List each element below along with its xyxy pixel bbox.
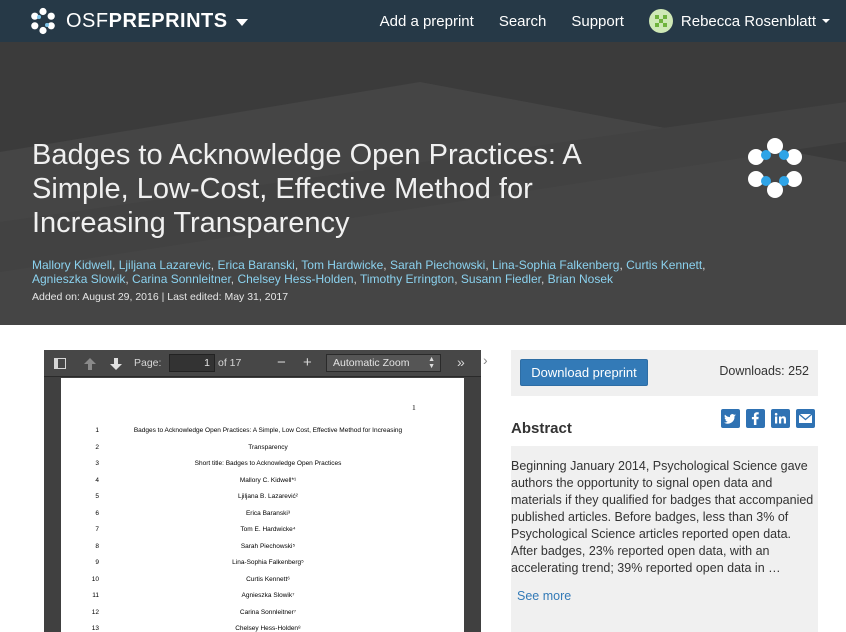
nav-search[interactable]: Search: [498, 12, 547, 30]
pdf-line-text: Agnieszka Slowik⁷: [241, 592, 295, 599]
pdf-line-text: Ljiljana B. Lazarević²: [238, 493, 298, 500]
avatar: [649, 9, 673, 33]
tools-menu-icon[interactable]: »: [457, 354, 465, 370]
pdf-line-number: 13: [91, 625, 99, 632]
page-number-input[interactable]: 1: [169, 354, 215, 372]
pdf-line-text: Tom E. Hardwicke⁴: [240, 526, 296, 533]
nav-links: [380, 0, 846, 42]
pdf-line: [61, 526, 464, 536]
see-more-link[interactable]: See more: [517, 589, 572, 603]
pdf-line-text: Lina-Sophia Falkenberg⁵: [232, 559, 304, 566]
sidebar-toggle-icon[interactable]: [54, 358, 66, 369]
zoom-select[interactable]: [326, 354, 441, 372]
chevron-right-icon[interactable]: ›: [483, 352, 488, 368]
pdf-line-text: Mallory C. Kidwell*¹: [239, 477, 297, 484]
pdf-line: [61, 609, 464, 619]
pdf-line-number: 2: [95, 444, 99, 451]
page-total: of 17: [218, 357, 242, 369]
author-link[interactable]: Brian Nosek: [547, 272, 614, 286]
pdf-line: [61, 576, 464, 586]
chevron-down-icon[interactable]: [236, 19, 248, 26]
author-link[interactable]: Lina-Sophia Falkenberg: [492, 258, 620, 272]
author-link[interactable]: Curtis Kennett: [626, 258, 703, 272]
pdf-line-text: Badges to Acknowledge Open Practices: A Simple, Low Cost, Effective Method for Increasing: [133, 427, 403, 434]
download-count: Downloads: 252: [719, 364, 809, 378]
pdf-line: [61, 592, 464, 602]
pdf-line-number: 9: [95, 559, 99, 566]
twitter-icon[interactable]: [721, 409, 740, 428]
pdf-line-text: Short title: Badges to Acknowledge Open Practices: [194, 460, 342, 467]
pdf-line: [61, 460, 464, 470]
pdf-page: [61, 378, 464, 632]
download-preprint-button[interactable]: Download preprint: [520, 359, 648, 386]
author-link[interactable]: Agnieszka Slowik: [32, 272, 126, 286]
osf-preprints-brand[interactable]: [28, 6, 248, 36]
abstract-heading: Abstract: [511, 420, 572, 437]
zoom-out-icon[interactable]: −: [277, 354, 286, 371]
pdf-line: [61, 477, 464, 487]
brand-osf-text: OSF: [66, 9, 109, 32]
pdf-line-number: 3: [95, 460, 99, 467]
author-link[interactable]: Timothy Errington: [359, 272, 455, 286]
author-link[interactable]: Mallory Kidwell: [32, 258, 113, 272]
author-link[interactable]: Ljiljana Lazarevic: [118, 258, 211, 272]
pdf-line: [61, 543, 464, 553]
pdf-line-number: 10: [91, 576, 99, 583]
zoom-in-icon[interactable]: +: [303, 354, 312, 371]
pdf-line: [61, 559, 464, 569]
user-name: Rebecca Rosenblatt: [680, 12, 816, 30]
nav-support[interactable]: Support: [571, 12, 624, 30]
brand-preprints-text: PREPRINTS: [108, 9, 228, 32]
pdf-line-number: 11: [92, 592, 99, 599]
user-menu[interactable]: [649, 9, 830, 33]
zoom-select-value: Automatic Zoom: [333, 357, 410, 369]
pdf-line-number: 8: [95, 543, 99, 550]
abstract-text: Beginning January 2014, Psychological Science gave authors the opportunity to signal open data and materials if they qualified for badges that accompanied published articles. Before badges, less than 3% of Psychological Science articles reported open data. After badges, 23% reported open data, with an accelerating trend; 39% reported open data in …: [511, 459, 814, 575]
pdf-line-text: Curtis Kennett⁶: [246, 576, 290, 583]
author-link[interactable]: Susann Fiedler: [460, 272, 541, 286]
author-link[interactable]: Chelsey Hess-Holden: [237, 272, 354, 286]
pdf-line-text: Erica Baranski³: [245, 510, 291, 517]
navbar: [0, 0, 846, 42]
nav-add-preprint[interactable]: Add a preprint: [379, 12, 474, 30]
osf-provider-logo-icon: [741, 134, 809, 202]
author-link[interactable]: Carina Sonnleitner: [132, 272, 231, 286]
pdf-line: [61, 427, 464, 437]
linkedin-icon[interactable]: [771, 409, 790, 428]
download-panel: [511, 350, 818, 396]
pdf-line-text: Transparency: [248, 444, 288, 451]
pdf-line-text: Carina Sonnleitner⁷: [239, 609, 297, 616]
previous-page-icon[interactable]: [84, 358, 96, 370]
pdf-line-number: 12: [91, 609, 99, 616]
next-page-icon[interactable]: [110, 358, 122, 370]
avatar-pattern-icon: [653, 13, 669, 29]
share-icons: [721, 409, 815, 428]
pdf-line: [61, 510, 464, 520]
preprint-header: [0, 42, 846, 325]
author-list: Mallory Kidwell, Ljiljana Lazarevic, Erica Baranski, Tom Hardwicke, Sarah Piechowski, Lina-Sophia Falkenberg, Curtis Kennett, Agnieszka Slowik, Carina Sonnleitner, Chelsey Hess-Holden, Timothy Errington, Susann Fiedler, Brian Nosek: [32, 258, 706, 286]
pdf-line: [61, 493, 464, 503]
pdf-viewer: [44, 350, 481, 632]
pdf-line-number: 6: [95, 510, 99, 517]
pdf-line-number: 4: [95, 477, 99, 484]
pdf-line: [61, 625, 464, 632]
pdf-page-number: 1: [412, 403, 416, 412]
pdf-line-text: Chelsey Hess-Holden⁸: [235, 625, 301, 632]
author-link[interactable]: Tom Hardwicke: [301, 258, 384, 272]
pdf-line-text: Sarah Piechowski⁵: [240, 543, 296, 550]
pdf-line-number: 1: [95, 427, 99, 434]
osf-logo-icon: [28, 6, 58, 36]
author-link[interactable]: Sarah Piechowski: [389, 258, 486, 272]
pdf-line-number: 5: [95, 493, 99, 500]
pdf-line-number: 7: [95, 526, 99, 533]
author-link[interactable]: Erica Baranski: [217, 258, 295, 272]
preprint-title: Badges to Acknowledge Open Practices: A Simple, Low-Cost, Effective Method for Increasing Transparency: [32, 139, 581, 239]
pdf-toolbar: [44, 350, 481, 377]
facebook-icon[interactable]: [746, 409, 765, 428]
email-icon[interactable]: [796, 409, 815, 428]
user-caret-icon: [822, 19, 830, 23]
pdf-line: [61, 444, 464, 454]
select-arrows-icon: ▲ ▼: [428, 356, 435, 370]
page-label: Page:: [134, 357, 162, 369]
preprint-dates: Added on: August 29, 2016 | Last edited: May 31, 2017: [32, 291, 289, 303]
abstract-panel: [511, 446, 818, 632]
